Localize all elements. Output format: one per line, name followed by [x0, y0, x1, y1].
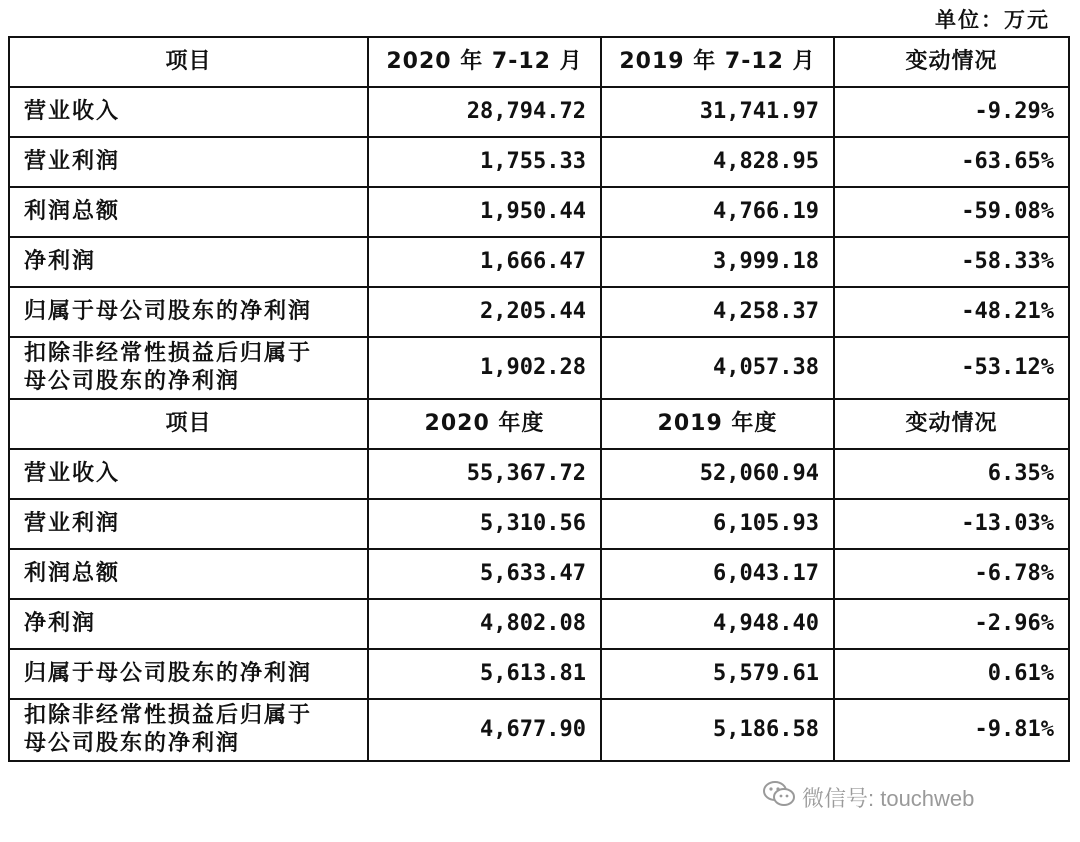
row-label: 归属于母公司股东的净利润 [9, 287, 368, 337]
header-period-b: 2019 年度 [601, 399, 834, 449]
value-b: 4,828.95 [601, 137, 834, 187]
value-b: 4,948.40 [601, 599, 834, 649]
row-label: 营业收入 [9, 87, 368, 137]
row-label: 营业收入 [9, 449, 368, 499]
change-value: 6.35% [834, 449, 1069, 499]
change-value: -9.29% [834, 87, 1069, 137]
value-a: 1,902.28 [368, 337, 601, 399]
value-b: 6,043.17 [601, 549, 834, 599]
value-a: 55,367.72 [368, 449, 601, 499]
row-label-line1: 扣除非经常性损益后归属于 [24, 341, 313, 366]
value-a: 1,666.47 [368, 237, 601, 287]
section2-header-row [9, 399, 1069, 449]
change-value: -9.81% [834, 699, 1069, 761]
row-label: 利润总额 [9, 549, 368, 599]
row-label: 营业利润 [9, 137, 368, 187]
row-label [9, 337, 368, 399]
change-value: -48.21% [834, 287, 1069, 337]
unit-label: 单位：万元 [935, 8, 1050, 32]
value-a: 2,205.44 [368, 287, 601, 337]
change-value: -63.65% [834, 137, 1069, 187]
section1-header-row [9, 37, 1069, 87]
value-a: 4,802.08 [368, 599, 601, 649]
change-value: -6.78% [834, 549, 1069, 599]
header-period-a: 2020 年 7-12 月 [368, 37, 601, 87]
change-value: -59.08% [834, 187, 1069, 237]
row-label-line2: 母公司股东的净利润 [24, 731, 241, 756]
value-a: 1,755.33 [368, 137, 601, 187]
table-row [9, 87, 1069, 137]
table-row [9, 449, 1069, 499]
table-row [9, 549, 1069, 599]
table-row [9, 237, 1069, 287]
header-change: 变动情况 [834, 37, 1069, 87]
watermark-text: 微信号: touchweb [802, 785, 975, 811]
watermark [762, 780, 974, 814]
change-value: -53.12% [834, 337, 1069, 399]
table-row [9, 287, 1069, 337]
table-row [9, 599, 1069, 649]
header-item: 项目 [9, 399, 368, 449]
value-a: 4,677.90 [368, 699, 601, 761]
row-label-line2: 母公司股东的净利润 [24, 369, 241, 394]
row-label: 净利润 [9, 599, 368, 649]
value-b: 4,057.38 [601, 337, 834, 399]
row-label: 利润总额 [9, 187, 368, 237]
row-label: 归属于母公司股东的净利润 [9, 649, 368, 699]
header-item: 项目 [9, 37, 368, 87]
header-period-b: 2019 年 7-12 月 [601, 37, 834, 87]
value-b: 4,258.37 [601, 287, 834, 337]
table-row [9, 649, 1069, 699]
value-a: 5,310.56 [368, 499, 601, 549]
row-label: 净利润 [9, 237, 368, 287]
financial-table [8, 36, 1070, 762]
value-b: 6,105.93 [601, 499, 834, 549]
change-value: -2.96% [834, 599, 1069, 649]
wechat-icon [762, 780, 796, 814]
change-value: -58.33% [834, 237, 1069, 287]
value-a: 1,950.44 [368, 187, 601, 237]
header-period-a: 2020 年度 [368, 399, 601, 449]
value-b: 3,999.18 [601, 237, 834, 287]
value-b: 5,186.58 [601, 699, 834, 761]
table-row [9, 337, 1069, 399]
change-value: 0.61% [834, 649, 1069, 699]
value-b: 5,579.61 [601, 649, 834, 699]
value-a: 28,794.72 [368, 87, 601, 137]
table-row [9, 499, 1069, 549]
value-b: 52,060.94 [601, 449, 834, 499]
table-row [9, 699, 1069, 761]
table-row [9, 187, 1069, 237]
row-label: 营业利润 [9, 499, 368, 549]
value-a: 5,633.47 [368, 549, 601, 599]
row-label [9, 699, 368, 761]
table-row [9, 137, 1069, 187]
value-b: 31,741.97 [601, 87, 834, 137]
value-b: 4,766.19 [601, 187, 834, 237]
value-a: 5,613.81 [368, 649, 601, 699]
change-value: -13.03% [834, 499, 1069, 549]
header-change: 变动情况 [834, 399, 1069, 449]
row-label-line1: 扣除非经常性损益后归属于 [24, 703, 313, 728]
